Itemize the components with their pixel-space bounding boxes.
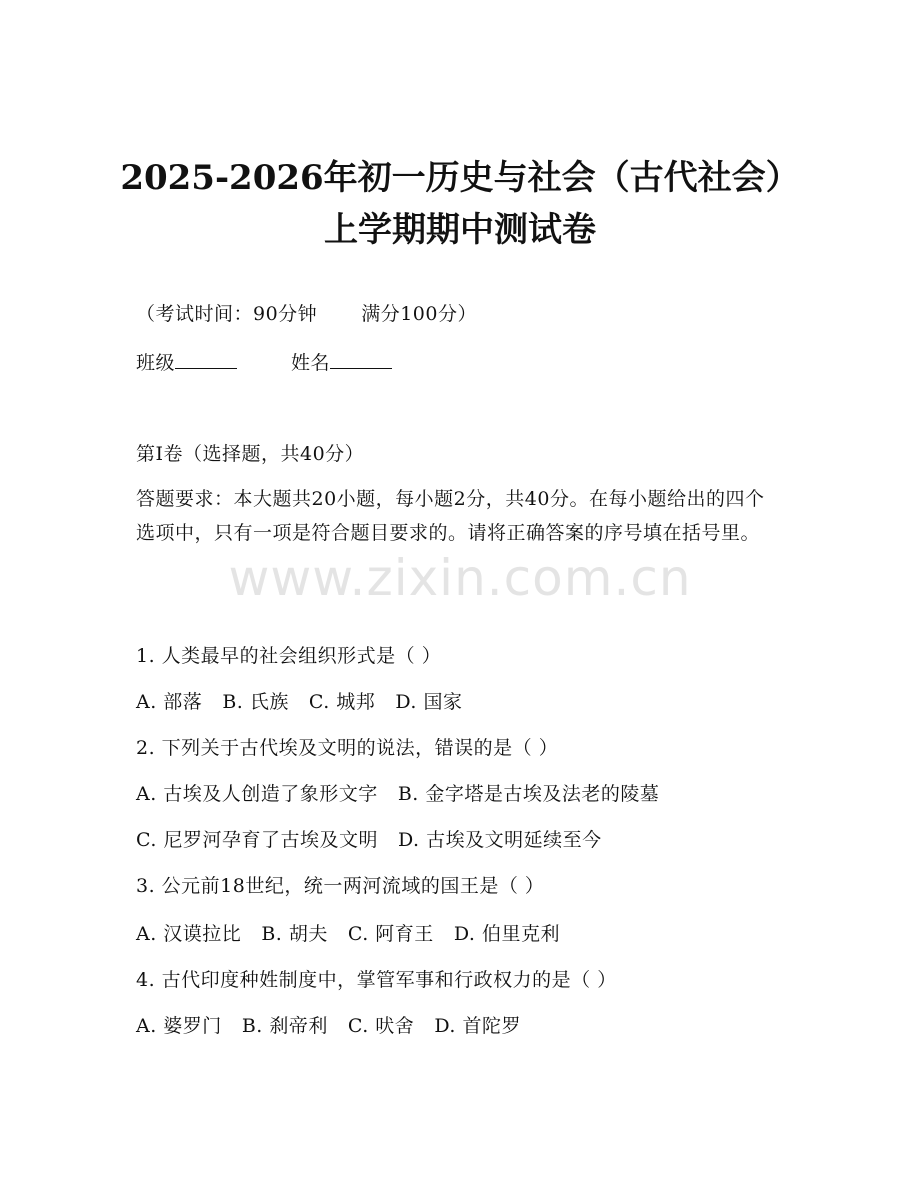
question-2-stem: 2. 下列关于古代埃及文明的说法，错误的是（ ） — [136, 737, 559, 759]
exam-title-line1: 2025-2026年初一历史与社会（古代社会） — [120, 158, 800, 198]
exam-time: （考试时间：90分钟 — [136, 303, 318, 325]
q3-option-b[interactable]: B. 胡夫 — [261, 923, 328, 945]
q2-option-d[interactable]: D. 古埃及文明延续至今 — [397, 829, 602, 851]
question-2-options-row2 — [136, 826, 602, 854]
question-4-options — [136, 1012, 521, 1040]
q3-option-d[interactable]: D. 伯里克利 — [453, 923, 560, 945]
q1-option-c[interactable]: C. 城邦 — [308, 691, 376, 713]
q3-option-c[interactable]: C. 阿育王 — [347, 923, 434, 945]
class-blank[interactable] — [175, 348, 237, 369]
exam-info — [136, 300, 477, 328]
q3-option-a[interactable]: A. 汉谟拉比 — [136, 923, 242, 945]
q4-option-d[interactable]: D. 首陀罗 — [434, 1015, 521, 1037]
q2-option-c[interactable]: C. 尼罗河孕育了古埃及文明 — [136, 829, 378, 851]
q1-option-d[interactable]: D. 国家 — [395, 691, 463, 713]
class-label: 班级 — [136, 352, 176, 374]
q2-option-a[interactable]: A. 古埃及人创造了象形文字 — [136, 783, 378, 805]
exam-title-line2: 上学期期中测试卷 — [324, 210, 596, 250]
name-blank[interactable] — [330, 348, 392, 369]
q4-option-a[interactable]: A. 婆罗门 — [136, 1015, 222, 1037]
question-3-stem: 3. 公元前18世纪，统一两河流域的国王是（ ） — [136, 875, 545, 897]
student-info — [136, 348, 392, 377]
q1-option-a[interactable]: A. 部落 — [136, 691, 203, 713]
q1-option-b[interactable]: B. 氏族 — [222, 691, 289, 713]
question-4-stem: 4. 古代印度种姓制度中，掌管军事和行政权力的是（ ） — [136, 969, 617, 991]
name-label: 姓名 — [291, 352, 331, 374]
question-1-options — [136, 688, 462, 716]
exam-score: 满分100分） — [361, 303, 477, 325]
question-3-options — [136, 920, 560, 948]
q2-option-b[interactable]: B. 金字塔是古埃及法老的陵墓 — [397, 783, 660, 805]
section-instructions: 答题要求：本大题共20小题，每小题2分，共40分。在每小题给出的四个选项中，只有一项是符合题目要求的。请将正确答案的序号填在括号里。 — [136, 488, 765, 544]
q4-option-c[interactable]: C. 吠舍 — [347, 1015, 415, 1037]
section-heading: 第Ⅰ卷（选择题，共40分） — [136, 443, 365, 465]
question-1-stem: 1. 人类最早的社会组织形式是（ ） — [136, 645, 442, 667]
q4-option-b[interactable]: B. 刹帝利 — [241, 1015, 328, 1037]
watermark: www.zixin.com.cn — [228, 549, 692, 607]
question-2-options-row1 — [136, 780, 659, 808]
